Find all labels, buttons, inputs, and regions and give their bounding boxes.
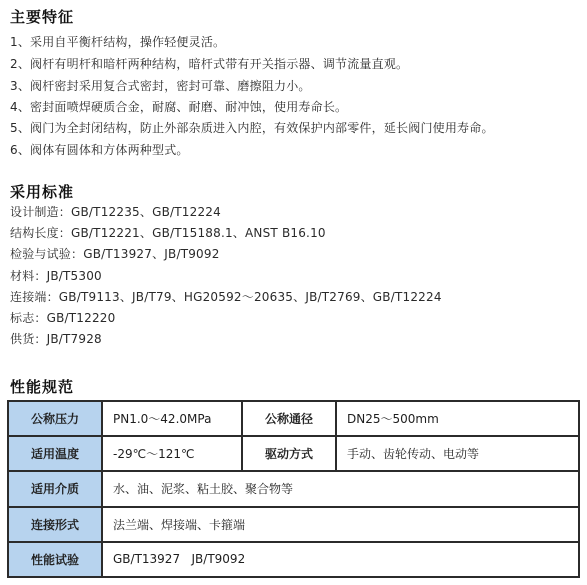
spec-value-pressure: PN1.0～42.0MPa <box>102 401 242 436</box>
spec-value-medium: 水、油、泥浆、粘土胶、聚合物等 <box>102 471 579 506</box>
standard-item: 检验与试验：GB/T13927、JB/T9092 <box>10 247 220 261</box>
spec-value-temperature: -29℃～121℃ <box>102 436 242 471</box>
spec-label-pressure: 公称压力 <box>8 401 102 436</box>
spec-label-connection: 连接形式 <box>8 507 102 542</box>
spec-label-temperature: 适用温度 <box>8 436 102 471</box>
spec-value-diameter: DN25～500mm <box>336 401 579 436</box>
features-title: 主要特征 <box>10 8 75 26</box>
spec-label-medium: 适用介质 <box>8 471 102 506</box>
spec-label-test: 性能试验 <box>8 542 102 577</box>
spec-value-test: GB/T13927 JB/T9092 <box>102 542 579 577</box>
specs-table <box>7 400 580 578</box>
table-row <box>8 436 579 471</box>
spec-value-connection: 法兰端、焊接端、卡箍端 <box>102 507 579 542</box>
table-row <box>8 471 579 506</box>
standard-item: 连接端：GB/T9113、JB/T79、HG20592～20635、JB/T2769、GB/T12224 <box>10 290 442 304</box>
table-row <box>8 401 579 436</box>
feature-item: 2、阀杆有明杆和暗杆两种结构，暗杆式带有开关指示器、调节流量直观。 <box>10 57 409 71</box>
feature-item: 6、阀体有圆体和方体两种型式。 <box>10 143 189 157</box>
spec-value-drive: 手动、齿轮传动、电动等 <box>336 436 579 471</box>
standard-item: 标志：GB/T12220 <box>10 311 116 325</box>
standard-item: 设计制造：GB/T12235、GB/T12224 <box>10 205 221 219</box>
standard-item: 材料：JB/T5300 <box>10 269 102 283</box>
standard-item: 结构长度：GB/T12221、GB/T15188.1、ANST B16.10 <box>10 226 326 240</box>
table-row <box>8 507 579 542</box>
spec-label-diameter: 公称通径 <box>242 401 336 436</box>
feature-item: 3、阀杆密封采用复合式密封，密封可靠、磨擦阻力小。 <box>10 79 311 93</box>
standards-title: 采用标准 <box>10 183 75 201</box>
table-row <box>8 542 579 577</box>
specs-title: 性能规范 <box>10 378 75 396</box>
standard-item: 供货：JB/T7928 <box>10 332 102 346</box>
feature-item: 4、密封面喷焊硬质合金，耐腐、耐磨、耐冲蚀，使用寿命长。 <box>10 100 348 114</box>
feature-item: 1、采用自平衡杆结构，操作轻便灵活。 <box>10 35 226 49</box>
spec-label-drive: 驱动方式 <box>242 436 336 471</box>
feature-item: 5、阀门为全封闭结构，防止外部杂质进入内腔，有效保护内部零件，延长阀门使用寿命。 <box>10 121 494 135</box>
